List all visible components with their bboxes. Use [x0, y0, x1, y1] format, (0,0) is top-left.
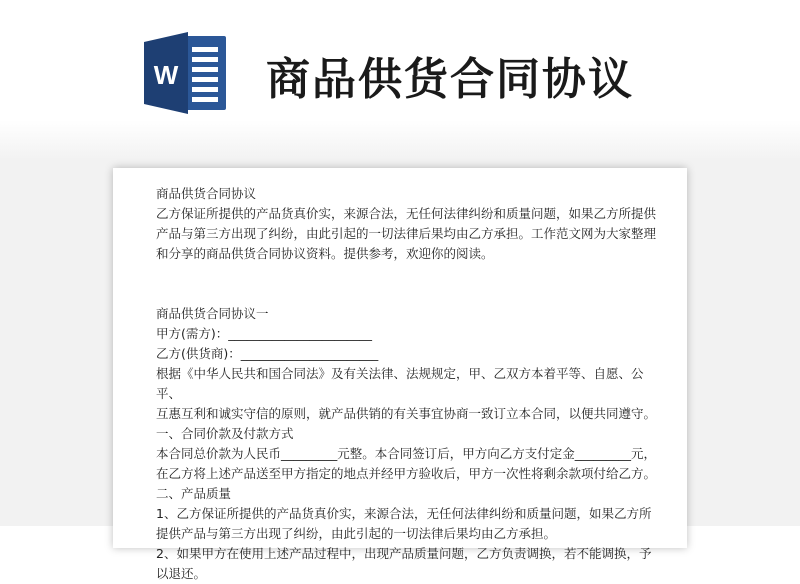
party-b-line: 乙方(供货商)：______________________: [156, 346, 379, 361]
body-line: 以退还。: [156, 566, 207, 581]
body-line: 2、如果甲方在使用上述产品过程中，出现产品质量问题，乙方负责调换，若不能调换，予: [156, 546, 652, 561]
word-logo-letter: W: [153, 60, 179, 90]
body-line: 一、合同价款及付款方式: [156, 426, 294, 441]
body-line: 在乙方将上述产品送至甲方指定的地点并经甲方验收后，甲方一次性将剩余款项付给乙方。: [156, 466, 657, 481]
document-page: [113, 168, 687, 581]
body-line: 提供产品与第三方出现了纠纷，由此引起的一切法律后果均由乙方承担。: [156, 526, 557, 541]
section-title: 商品供货合同协议一: [156, 306, 269, 321]
body-line: 1、乙方保证所提供的产品货真价实，来源合法，无任何法律纠纷和质量问题，如果乙方所: [156, 506, 652, 521]
party-a-line: 甲方(需方)：_______________________: [156, 326, 373, 341]
document-body: [156, 184, 656, 584]
word-document-icon: [142, 30, 230, 116]
body-line: 互惠互利和诚实守信的原则，就产品供销的有关事宜协商一致订立本合同，以便共同遵守。: [156, 406, 657, 421]
page-title: 商品供货合同协议: [266, 54, 634, 105]
intro-title: 商品供货合同协议: [156, 186, 257, 201]
body-line: 本合同总价款为人民币_________元整。本合同签订后，甲方向乙方支付定金_________元，: [156, 446, 657, 461]
body-line: 根据《中华人民共和国合同法》及有关法律、法规规定，甲、乙双方本着平等、自愿、公平、: [156, 366, 644, 401]
header-banner: [0, 0, 800, 150]
intro-line: 乙方保证所提供的产品货真价实，来源合法，无任何法律纠纷和质量问题，如果乙方所提供: [156, 206, 657, 221]
body-line: 二、产品质量: [156, 486, 232, 501]
spacer: [156, 264, 656, 304]
intro-line: 产品与第三方出现了纠纷，由此引起的一切法律后果均由乙方承担。工作范文网为大家整理: [156, 226, 657, 241]
intro-line: 和分享的商品供货合同协议资料。提供参考，欢迎你的阅读。: [156, 246, 494, 261]
